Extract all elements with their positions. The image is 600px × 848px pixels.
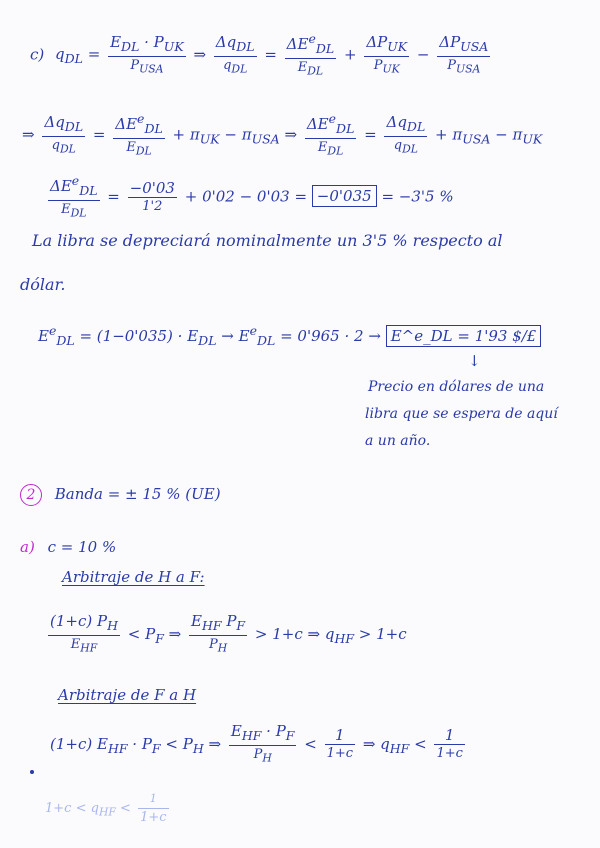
inequality-h-to-f: $\frac{(1+c) P_H}{E_{HF}}$ < $P_F$ ⇒ $\frac{E_{HF} P_F}{P_H}$ > 1+c ⇒ $q_{HF} > 1+c$ [45,612,407,658]
qdl-definition: $q_{DL}$ = $\frac{E_{DL} \cdot P_{UK}}{P_{USA}}$ [55,45,193,63]
faint-bleed-through: $1+c < q_{HF}$ < $\frac{1}{1+c}$ [45,792,167,825]
de-over-e: $\frac{\Delta E^e_{DL}}{E_{DL}}$ [306,111,355,158]
faint-fraction: $\frac{1}{1+c}$ [140,792,167,825]
note-line-2: libra que se espera de aquí [365,406,558,422]
conclusion-line-1: La libra se depreciará nominalmente un 3'5 % respecto al [32,231,503,250]
dq-over-q: $\frac{\Delta q_{DL}}{q_{DL}}$ [215,32,255,76]
depreciation-boxed: −0'035 [312,185,377,207]
de-over-e: $\frac{\Delta E^e_{DL}}{E_{DL}}$ [286,31,335,78]
dpuk-over-puk: $\frac{\Delta P_{UK}}{P_{UK}}$ [366,32,408,76]
qdl-fraction: $\frac{E_{DL} \cdot P_{UK}}{P_{USA}}$ [110,32,184,76]
note-line-1: Precio en dólares de una [368,379,545,395]
heading-arbitrage-h-to-f: Arbitraje de H a F: [62,568,205,586]
right-arrow: → [221,327,234,345]
equation-row-4: $E^e_{DL} = (1-0'035) \cdot E_{DL} \to E^e_{DL} = 0'965 \cdot 2$ → E^e_DL = 1'93 $/£ [38,322,541,350]
ph-over-ehf: $\frac{(1+c) P_H}{E_{HF}}$ [50,612,118,655]
implies-arrow: ⇒ [307,624,321,643]
c-value: c = 10 % [47,538,117,556]
implies-arrow: ⇒ [208,734,222,753]
section-2-number: 2 [20,484,42,506]
one-over-one-plus-c: $\frac{1}{1+c}$ [436,726,463,762]
right-arrow: → [368,327,381,345]
equation-row-1: c) $q_{DL}$ = $\frac{E_{DL} \cdot P_{UK}}{P_{USA}}$ ⇒ $\frac{\Delta q_{DL}}{q_{DL}}$ = $\frac{\Delta E^e_{DL}}{E_{DL}}$ + $\frac{\Delta P_{UK}}{P_{UK}}$ − $\frac{\Delta P_{USA}}{P_{USA}}$ [30,30,493,81]
ink-dot [30,770,34,774]
depreciation-percent: = −3'5 % [381,187,454,206]
implies-arrow: ⇒ [22,125,35,144]
section-2-row [20,484,221,506]
ehf-pf-over-ph: $\frac{E_{HF} P_F}{P_H}$ [191,612,246,655]
equation-row-2: ⇒ $\frac{\Delta q_{DL}}{q_{DL}}$ = $\frac{\Delta E^e_{DL}}{E_{DL}}$ + $\pi_{UK} - \pi_{USA}$ ⇒ $\frac{\Delta E^e_{DL}}{E_{DL}}$ = $\frac{\Delta q_{DL}}{q_{DL}}$ + $\pi_{USA} - \pi_{UK}$ [22,110,542,161]
implies-arrow: ⇒ [168,624,182,643]
part-a-row [20,538,116,556]
heading-arbitrage-f-to-h: Arbitraje de F a H [58,686,197,704]
de-over-e: $\frac{\Delta E^e_{DL}}{E_{DL}}$ [50,173,98,220]
banda-text: Banda = ± 15 % (UE) [54,485,221,503]
de-over-e: $\frac{\Delta E^e_{DL}}{E_{DL}}$ [115,111,163,158]
one-over-one-plus-c: $\frac{1}{1+c}$ [326,726,354,762]
ehf-pf-over-ph: $\frac{E_{HF} \cdot P_F}{P_H}$ [230,722,295,765]
equation-row-3: $\frac{\Delta E^e_{DL}}{E_{DL}}$ = $\frac{-0'03}{1'2}$ + 0'02 − 0'03 = −0'035 = −3'5 % [45,172,454,223]
dq-over-q: $\frac{\Delta q_{DL}}{q_{DL}}$ [386,112,426,156]
implies-arrow: ⇒ [193,45,207,64]
dpusa-over-pusa: $\frac{\Delta P_{USA}}{P_{USA}}$ [439,32,489,76]
implies-arrow: ⇒ [284,125,298,144]
inflation-fraction: $\frac{-0'03}{1'2}$ [129,178,175,214]
note-line-3: a un año. [365,433,431,449]
section-c-label: c) [30,45,45,64]
dq-over-q: $\frac{\Delta q_{DL}}{q_{DL}}$ [44,112,84,156]
part-a-label: a) [20,538,35,556]
implies-arrow: ⇒ [362,734,376,753]
conclusion-line-2: dólar. [20,275,66,294]
inequality-f-to-h: (1+c) $E_{HF} \cdot P_F < P_H$ ⇒ $\frac{E_{HF} \cdot P_F}{P_H}$ < $\frac{1}{1+c}$ ⇒ $q_{HF}$ < $\frac{1}{1+c}$ [50,722,468,768]
expected-rate-boxed: E^e_DL = 1'93 $/£ [386,325,542,347]
down-arrow: ↓ [468,352,481,370]
